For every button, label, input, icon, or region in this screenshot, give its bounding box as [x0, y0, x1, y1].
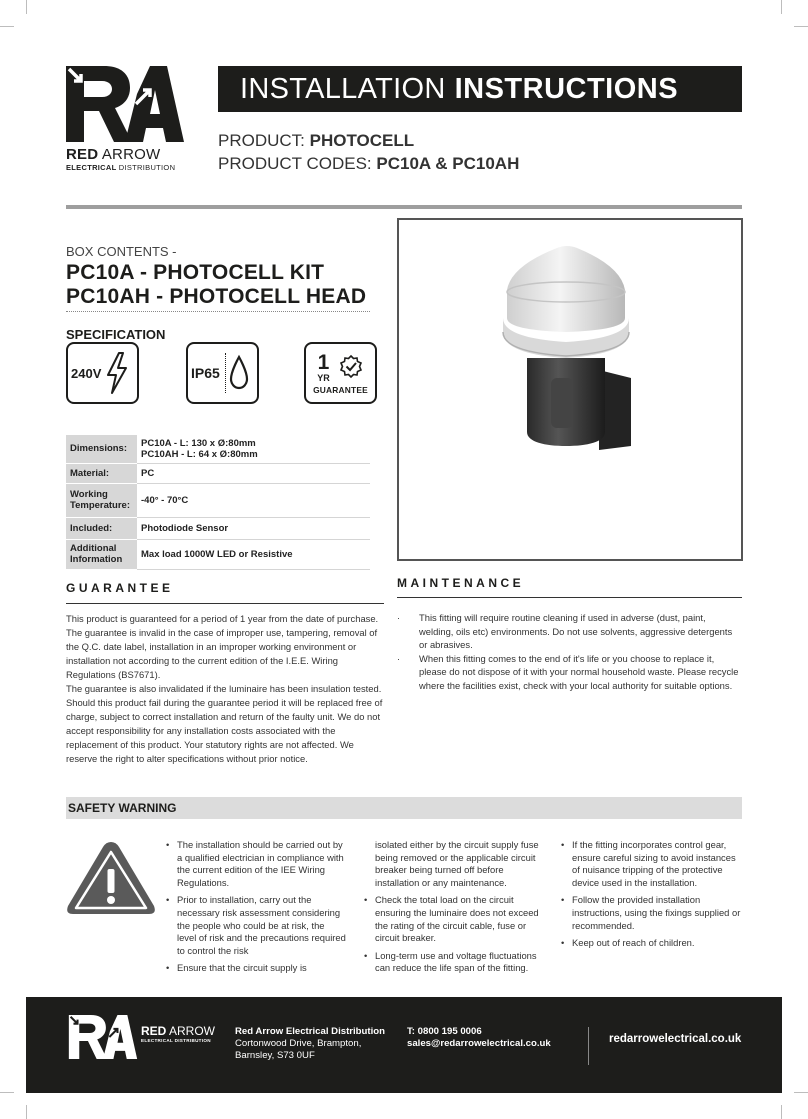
list-item: • Long-term use and voltage fluctuations can reduce the life span of the fitting. [364, 950, 548, 975]
spec-value: PC10A - L: 130 x Ø:80mm PC10AH - L: 64 x Ø:80mm [137, 435, 370, 463]
guarantee-yr: YR [317, 373, 330, 383]
spec-value: Photodiode Sensor [137, 517, 370, 539]
guarantee-label: GUARANTEE [313, 385, 368, 395]
maintenance-heading: MAINTENANCE [397, 576, 525, 590]
table-row [66, 435, 370, 463]
water-drop-icon [228, 354, 250, 392]
maintenance-list [397, 611, 742, 692]
spec-value: -40° - 70°C [137, 483, 370, 517]
crop-mark [26, 1105, 27, 1119]
ip-rating-badge [186, 342, 259, 404]
guarantee-heading: GUARANTEE [66, 581, 174, 595]
brand-logo [66, 66, 184, 172]
footer-brand-name: RED ARROW [141, 1024, 216, 1038]
voltage-badge [66, 342, 139, 404]
list-item: · This fitting will require routine cleaning if used in adverse (dust, paint, welding, oils etc) environments. Do not use solvents, aggressive detergents or abrasives. [397, 611, 742, 652]
list-item: · When this fitting comes to the end of it's life or you choose to replace it, please do not dispose of it with your normal household waste. Please recycle where the facilities exist, check with your local authority for suitable options. [397, 652, 742, 693]
footer [26, 997, 782, 1093]
box-contents-label: BOX CONTENTS - [66, 244, 177, 259]
crop-mark [26, 0, 27, 14]
spec-value: Max load 1000W LED or Resistive [137, 539, 370, 569]
spec-key: Dimensions: [66, 435, 137, 463]
page-title: INSTALLATION INSTRUCTIONS [218, 66, 742, 112]
red-arrow-logo-icon [66, 66, 184, 142]
safety-warning-heading: SAFETY WARNING [66, 797, 742, 819]
safety-column-3 [561, 839, 745, 955]
shield-check-icon [338, 354, 364, 382]
header-divider [66, 205, 742, 209]
spec-key: Working Temperature: [66, 483, 137, 517]
section-divider [397, 597, 742, 598]
footer-divider [588, 1027, 589, 1065]
crop-mark [0, 26, 14, 27]
footer-contact [407, 1026, 551, 1050]
phone-number: T: 0800 195 0006 [407, 1026, 482, 1037]
safety-column-1 [166, 839, 346, 980]
brand-name: RED ARROW [66, 146, 161, 163]
crop-mark [781, 0, 782, 14]
table-row [66, 463, 370, 483]
lightning-icon [104, 351, 130, 395]
product-codes-line: PRODUCT CODES: PC10A & PC10AH [218, 154, 520, 173]
voltage-label: 240V [71, 365, 102, 381]
ip-rating-label: IP65 [191, 365, 220, 381]
table-row [66, 483, 370, 517]
spec-value: PC [137, 463, 370, 483]
list-item: • Follow the provided installation instructions, using the fixings supplied or recommended. [561, 894, 745, 932]
safety-column-2 [364, 839, 548, 980]
list-item: • The installation should be carried out by a qualified electrician in compliance with the current edition of the IEE Wiring Regulations. [166, 839, 346, 889]
spec-key: Additional Information [66, 539, 137, 569]
table-row [66, 517, 370, 539]
list-item: • Keep out of reach of children. [561, 937, 745, 950]
guarantee-badge [304, 342, 377, 404]
spec-key: Included: [66, 517, 137, 539]
crop-mark [0, 1092, 14, 1093]
box-contents-item: PC10A - PHOTOCELL KIT [66, 261, 325, 284]
crop-mark [794, 26, 808, 27]
product-line: PRODUCT: PHOTOCELL [218, 131, 415, 150]
list-item: isolated either by the circuit supply fuse being removed or the applicable circuit breaker being turned off before installation or any maintenance. [375, 839, 539, 888]
list-item: • Prior to installation, carry out the necessary risk assessment considering the people who could be at risk, the level of risk and the precautions required to control the risk [166, 894, 346, 957]
list-item: • Ensure that the circuit supply is [166, 962, 346, 975]
product-photo [397, 218, 743, 561]
crop-mark [794, 1092, 808, 1093]
box-contents-item: PC10AH - PHOTOCELL HEAD [66, 285, 367, 308]
brand-subtitle: ELECTRICAL DISTRIBUTION [66, 163, 176, 172]
dotted-divider [66, 311, 370, 312]
guarantee-text: This product is guaranteed for a period of 1 year from the date of purchase. The guarantee is invalid in the case of improper use, tampering, removal of the Q.C. date label, installation in an improper working environment or installation not according to the current edition of the I.E.E. Wiring Regulations (BS7671). The guarantee is also invalidated if the luminaire has been insulation tested. Should this product fail during the guarantee period it will be replaced free of charge, subject to correct installation and return of the faulty unit. We do not accept responsibility for any installation costs associated with the replacement of this product. Your statutory rights are not affected. We reserve the right to alter specifications without prior notice. [66, 613, 383, 764]
crop-mark [781, 1105, 782, 1119]
specification-table [66, 435, 370, 570]
list-item: • Check the total load on the circuit ensuring the luminaire does not exceed the rating of the circuit cable, fuse or circuit breaker. [364, 894, 548, 944]
photocell-image [399, 220, 741, 559]
list-item: • If the fitting incorporates control gear, ensure careful sizing to avoid instances of nuisance tripping of the protective device used in the installation. [561, 839, 745, 889]
spec-key: Material: [66, 463, 137, 483]
footer-brand-subtitle: ELECTRICAL DISTRIBUTION [141, 1038, 211, 1043]
footer-address: Red Arrow Electrical Distribution Cortonwood Drive, Brampton, Barnsley, S73 0UF [235, 1026, 385, 1061]
website-link[interactable]: redarrowelectrical.co.uk [609, 1033, 742, 1045]
warning-triangle-icon [64, 838, 158, 918]
specification-heading: SPECIFICATION [66, 327, 166, 342]
footer-logo-icon [66, 1015, 140, 1059]
guarantee-years: 1 [317, 351, 330, 374]
table-row [66, 539, 370, 569]
email-link[interactable]: sales@redarrowelectrical.co.uk [407, 1038, 551, 1049]
section-divider [66, 603, 384, 604]
